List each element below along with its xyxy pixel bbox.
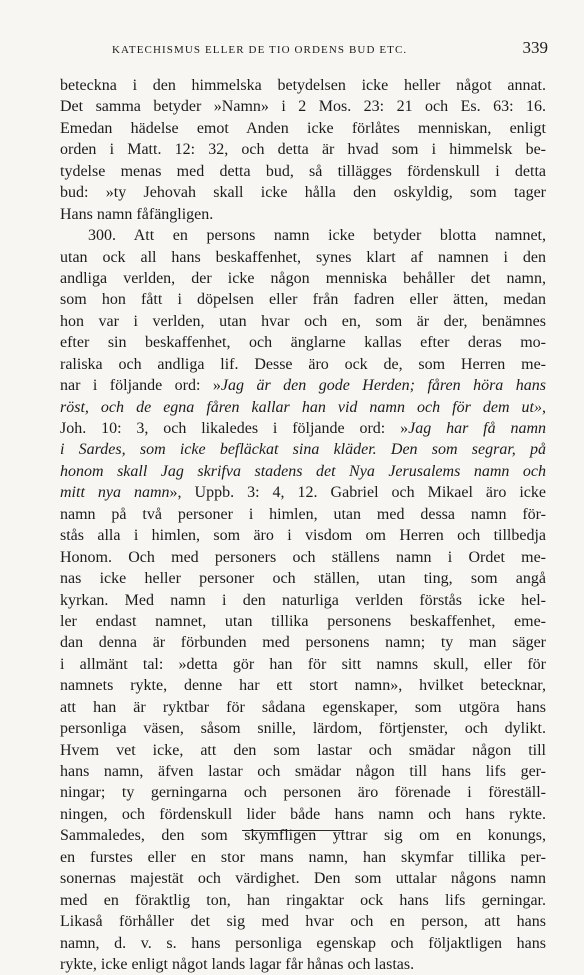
text-span: », Uppb. 3: 4, 12. Gabriel och Mikael äro icke — [169, 484, 546, 502]
text-span: nar i följande ord: » — [60, 377, 221, 395]
text-line: namn, d. v. s. hans personliga egenskap och följaktligen hans — [60, 934, 546, 952]
text-line: med en föraktlig ton, han ringaktar ock hans lifs gerningar. — [60, 891, 546, 909]
text-line: Hvem vet icke, att den som lastar och smädar någon till — [60, 741, 546, 759]
text-line: i allmänt tal: »detta gör han för sitt namns skull, eller för — [60, 655, 546, 673]
text-line: beteckna i den himmelska betydelsen icke heller något annat. — [60, 77, 546, 94]
text-line: hans namn, äfven lastar och smädar någon till hans lifs ger- — [60, 763, 546, 780]
text-line — [60, 397, 546, 418]
text-line: efter sin beskaffenhet, och änglarne kallas efter deras mo- — [60, 334, 546, 352]
text-line: rykte, icke enligt något lands lagar får hånas och lastas. — [60, 955, 415, 973]
text-line: en furstes eller en stor mans namn, han skymfar tillika per- — [60, 848, 546, 866]
page-number: 339 — [522, 38, 548, 57]
text-line — [60, 482, 546, 503]
text-line: stås alla i himlen, som äro i visdom om Herren och tillbedja — [60, 527, 546, 545]
page-header — [60, 38, 548, 62]
text-span: , — [542, 398, 546, 416]
italic-span: röst, och de egna fåren kallar han vid namn och för dem ut» — [60, 398, 542, 416]
text-line: orden i Matt. 12: 32, och detta är hvad som i himmelsk be- — [60, 141, 546, 159]
text-line — [60, 439, 546, 460]
text-line: som hon fått i döpelsen eller från fadren eller ätten, medan — [60, 291, 546, 309]
text-line: andliga verlden, der icke någon menniska behåller det namn, — [60, 269, 546, 287]
text-line — [60, 418, 546, 439]
text-line: Emedan hädelse emot Anden icke förlåtes menniskan, enligt — [60, 119, 546, 137]
text-line: sonernas majestät och värdighet. Den som uttalar någons namn — [60, 870, 546, 888]
text-line: kyrkan. Med namn i den naturliga verlden förstås icke hel- — [60, 591, 546, 609]
text-line: namnets rykte, denne har ett stort namn», hvilket betecknar, — [60, 677, 546, 695]
italic-span: Jag har få namn — [408, 420, 546, 437]
text-line: ningen, och fördenskull lider både hans namn och hans rykte. — [60, 805, 546, 823]
text-line: Likaså förhåller det sig med hvar och en person, att hans — [60, 913, 546, 931]
italic-span: honom skall Jag skrifva stadens det Nya Jerusalems namn och — [60, 462, 546, 480]
italic-span: Jag är den gode Herden; fåren höra hans — [220, 377, 546, 395]
text-line: nas icke heller personer och ställen, utan ting, som angå — [60, 570, 546, 588]
end-rule — [242, 830, 344, 831]
text-line: hon var i verlden, utan hvar och en, som är der, benämnes — [60, 312, 546, 330]
text-span: Joh. 10: 3, och likaledes i följande ord: » — [60, 420, 409, 437]
text-line: Hans namn fåfängligen. — [60, 205, 214, 223]
text-line: 300. Att en persons namn icke betyder blotta namnet, — [88, 227, 546, 245]
text-line: tydelse menas med detta bud, så tillägges fördenskull i detta — [60, 162, 546, 180]
body-text — [60, 75, 546, 975]
text-line — [60, 375, 546, 396]
text-line: namn på två personer i himlen, utan med dessa namn för- — [60, 505, 546, 523]
text-line: bud: »ty Jehovah skall icke hålla den oskyldig, som tager — [60, 184, 546, 202]
text-line: ler endast namnet, utan tillika personens beskaffenhet, eme- — [60, 612, 546, 630]
text-line: dan denna är förbunden med personens namn; ty man säger — [60, 634, 546, 652]
text-line: personliga väsen, såsom snille, lärdom, förtjenster, och dylikt. — [60, 720, 546, 738]
text-line: Honom. Och med personers och ställens namn i Ordet me- — [60, 548, 546, 566]
text-line: raliska och andliga lif. Desse äro ock de, som Herren me- — [60, 355, 546, 373]
text-line: ningar; ty gerningarna och personen äro förenade i föreställ- — [60, 784, 546, 802]
italic-span: i Sardes, som icke befläckat sina kläder. Den som segrar, på — [60, 441, 546, 459]
italic-span: mitt nya namn — [60, 484, 170, 502]
text-line: utan ock all hans beskaffenhet, synes klart af namnen i den — [60, 248, 546, 266]
running-head: KATECHISMUS ELLER DE TIO ORDENS BUD ETC. — [112, 44, 408, 56]
text-line: Sammaledes, den som skymfligen yttrar sig om en konungs, — [60, 827, 546, 845]
text-line: Det samma betyder »Namn» i 2 Mos. 23: 21 och Es. 63: 16. — [60, 98, 546, 116]
text-line — [60, 461, 546, 482]
text-line: att han är ryktbar för sådana egenskaper, som utgöra hans — [60, 698, 546, 716]
